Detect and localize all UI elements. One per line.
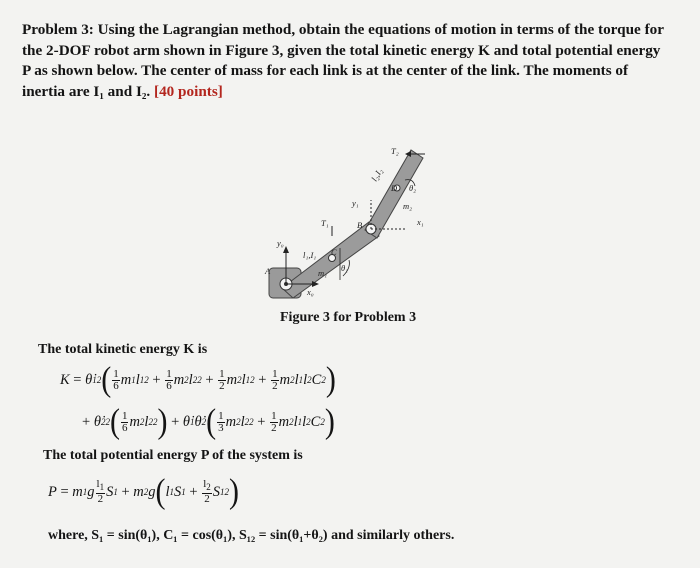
potential-equation: P = m 1 g $\frac{l_1}{2}$ S 1 + m 2 g ( l 1 S 1 + $\frac{l_2}{2}$ S 12 ) <box>48 472 240 511</box>
label-y1: y₁ <box>352 198 359 208</box>
label-l1I1: l₁,I₁ <box>303 250 317 260</box>
problem-statement <box>22 20 672 102</box>
label-m2: m₂ <box>403 201 413 211</box>
label-l2I2: l₂,I₂ <box>369 166 385 183</box>
potential-energy-title: The total potential energy P of the system is <box>43 448 303 463</box>
label-theta1: θ₁ <box>341 263 349 273</box>
label-D: D <box>391 183 398 193</box>
label-B: B <box>357 220 363 230</box>
kinetic-energy-title: The total kinetic energy K is <box>38 342 208 357</box>
label-theta2: θ₂ <box>409 183 417 193</box>
label-T2: T₂ <box>391 146 399 156</box>
kinetic-equation-line-2: + θ̇ 2 2 ( $\frac{1}{6}$ m 2 l 2 2 ) + θ̇ 1 θ̇ 2 ( $\frac{1}{3}$ m 2 l 2 2 + $\frac{1}{2}$ m 2 l 1 l 2 C 2 ) <box>82 402 335 441</box>
kinetic-equation-line-1: K = θ̇ 1 2 ( $\frac{1}{6}$ m 1 l 1 2 + $\frac{1}{6}$ m 2 l 2 2 + $\frac{1}{2}$ m 2 l 1 2 + $\frac{1}{2}$ m 2 l 1 l 2 C 2 ) <box>60 360 336 399</box>
points-label: [40 points] <box>154 82 223 100</box>
label-C: C <box>331 247 337 257</box>
label-T1: T₁ <box>321 218 329 228</box>
problem-label: Problem 3: <box>22 21 94 38</box>
robot-arm-figure <box>255 118 455 318</box>
label-m1: m₁ <box>318 268 328 278</box>
label-x0: x₀ <box>307 287 314 297</box>
problem-text: Using the Lagrangian method, obtain the equations of motion in terms of the torque for the 2-DOF robot arm shown in Figure 3, given the total kinetic energy K and total potential energy P as shown below. The center of mass for each link is at the center of the link. The moments of inertia are I₁ and I₂. <box>22 21 664 100</box>
figure-caption: Figure 3 for Problem 3 <box>280 310 417 325</box>
label-A: A <box>265 266 271 276</box>
label-y0: y₀ <box>277 238 284 248</box>
definitions-line: where, S₁ = sin(θ₁), C₁ = cos(θ₁), S₁₂ = sin(θ₁+θ₂) and similarly others. <box>48 528 455 543</box>
label-x1: x₁ <box>417 217 424 227</box>
